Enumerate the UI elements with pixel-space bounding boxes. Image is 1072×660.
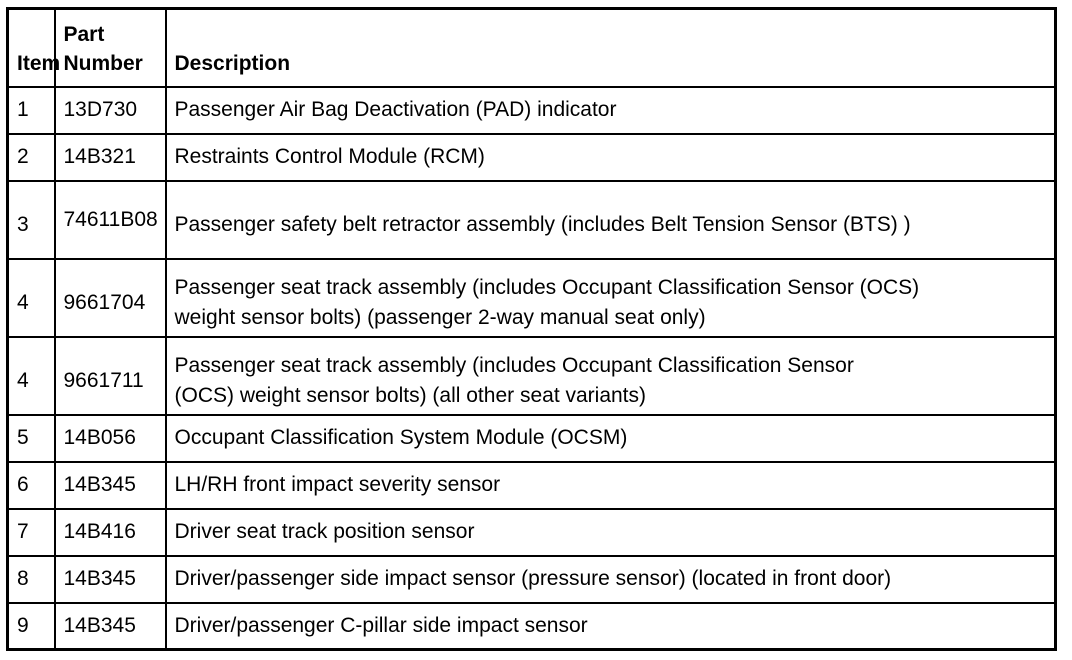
table-row (8, 259, 1056, 337)
table-row (8, 415, 1056, 462)
cell-part-number: 9661704 (55, 259, 166, 337)
table-row (8, 181, 1056, 259)
table-row (8, 462, 1056, 509)
header-item: Item (8, 9, 55, 87)
cell-item: 8 (8, 556, 55, 603)
table-row (8, 337, 1056, 415)
parts-table (6, 7, 1057, 651)
cell-item: 4 (8, 259, 55, 337)
cell-description: Passenger seat track assembly (includes Occupant Classification Sensor (OCS) weight sensor bolts) (passenger 2-way manual seat only) (166, 259, 1056, 337)
cell-part-number: 14B345 (55, 556, 166, 603)
header-part-number (55, 9, 166, 87)
cell-part-number: 13D730 (55, 87, 166, 134)
table-row (8, 87, 1056, 134)
cell-description: Passenger safety belt retractor assembly (includes Belt Tension Sensor (BTS) ) (166, 181, 1056, 259)
cell-description: Passenger Air Bag Deactivation (PAD) indicator (166, 87, 1056, 134)
cell-description: Driver/passenger C-pillar side impact sensor (166, 603, 1056, 650)
header-description: Description (166, 9, 1056, 87)
cell-item: 2 (8, 134, 55, 181)
cell-description: Restraints Control Module (RCM) (166, 134, 1056, 181)
cell-item: 5 (8, 415, 55, 462)
cell-item: 4 (8, 337, 55, 415)
header-part-number-line2: Number (63, 51, 143, 75)
table-row (8, 509, 1056, 556)
cell-item: 1 (8, 87, 55, 134)
cell-description: Passenger seat track assembly (includes Occupant Classification Sensor (OCS) weight sensor bolts) (all other seat variants) (166, 337, 1056, 415)
table-row (8, 603, 1056, 650)
cell-description: Driver/passenger side impact sensor (pressure sensor) (located in front door) (166, 556, 1056, 603)
header-part-number-line1: Part (63, 22, 105, 46)
cell-part-number: 14B056 (55, 415, 166, 462)
cell-part-number: 14B345 (55, 603, 166, 650)
cell-part-number: 14B416 (55, 509, 166, 556)
cell-item: 3 (8, 181, 55, 259)
cell-part-number: 9661711 (55, 337, 166, 415)
cell-item: 6 (8, 462, 55, 509)
table-row (8, 134, 1056, 181)
cell-description: Driver seat track position sensor (166, 509, 1056, 556)
table-row (8, 556, 1056, 603)
cell-item: 7 (8, 509, 55, 556)
cell-part-number: 74611B08 (55, 181, 166, 259)
cell-part-number: 14B345 (55, 462, 166, 509)
header-row (8, 9, 1056, 87)
cell-item: 9 (8, 603, 55, 650)
cell-description: Occupant Classification System Module (OCSM) (166, 415, 1056, 462)
cell-description: LH/RH front impact severity sensor (166, 462, 1056, 509)
cell-part-number: 14B321 (55, 134, 166, 181)
